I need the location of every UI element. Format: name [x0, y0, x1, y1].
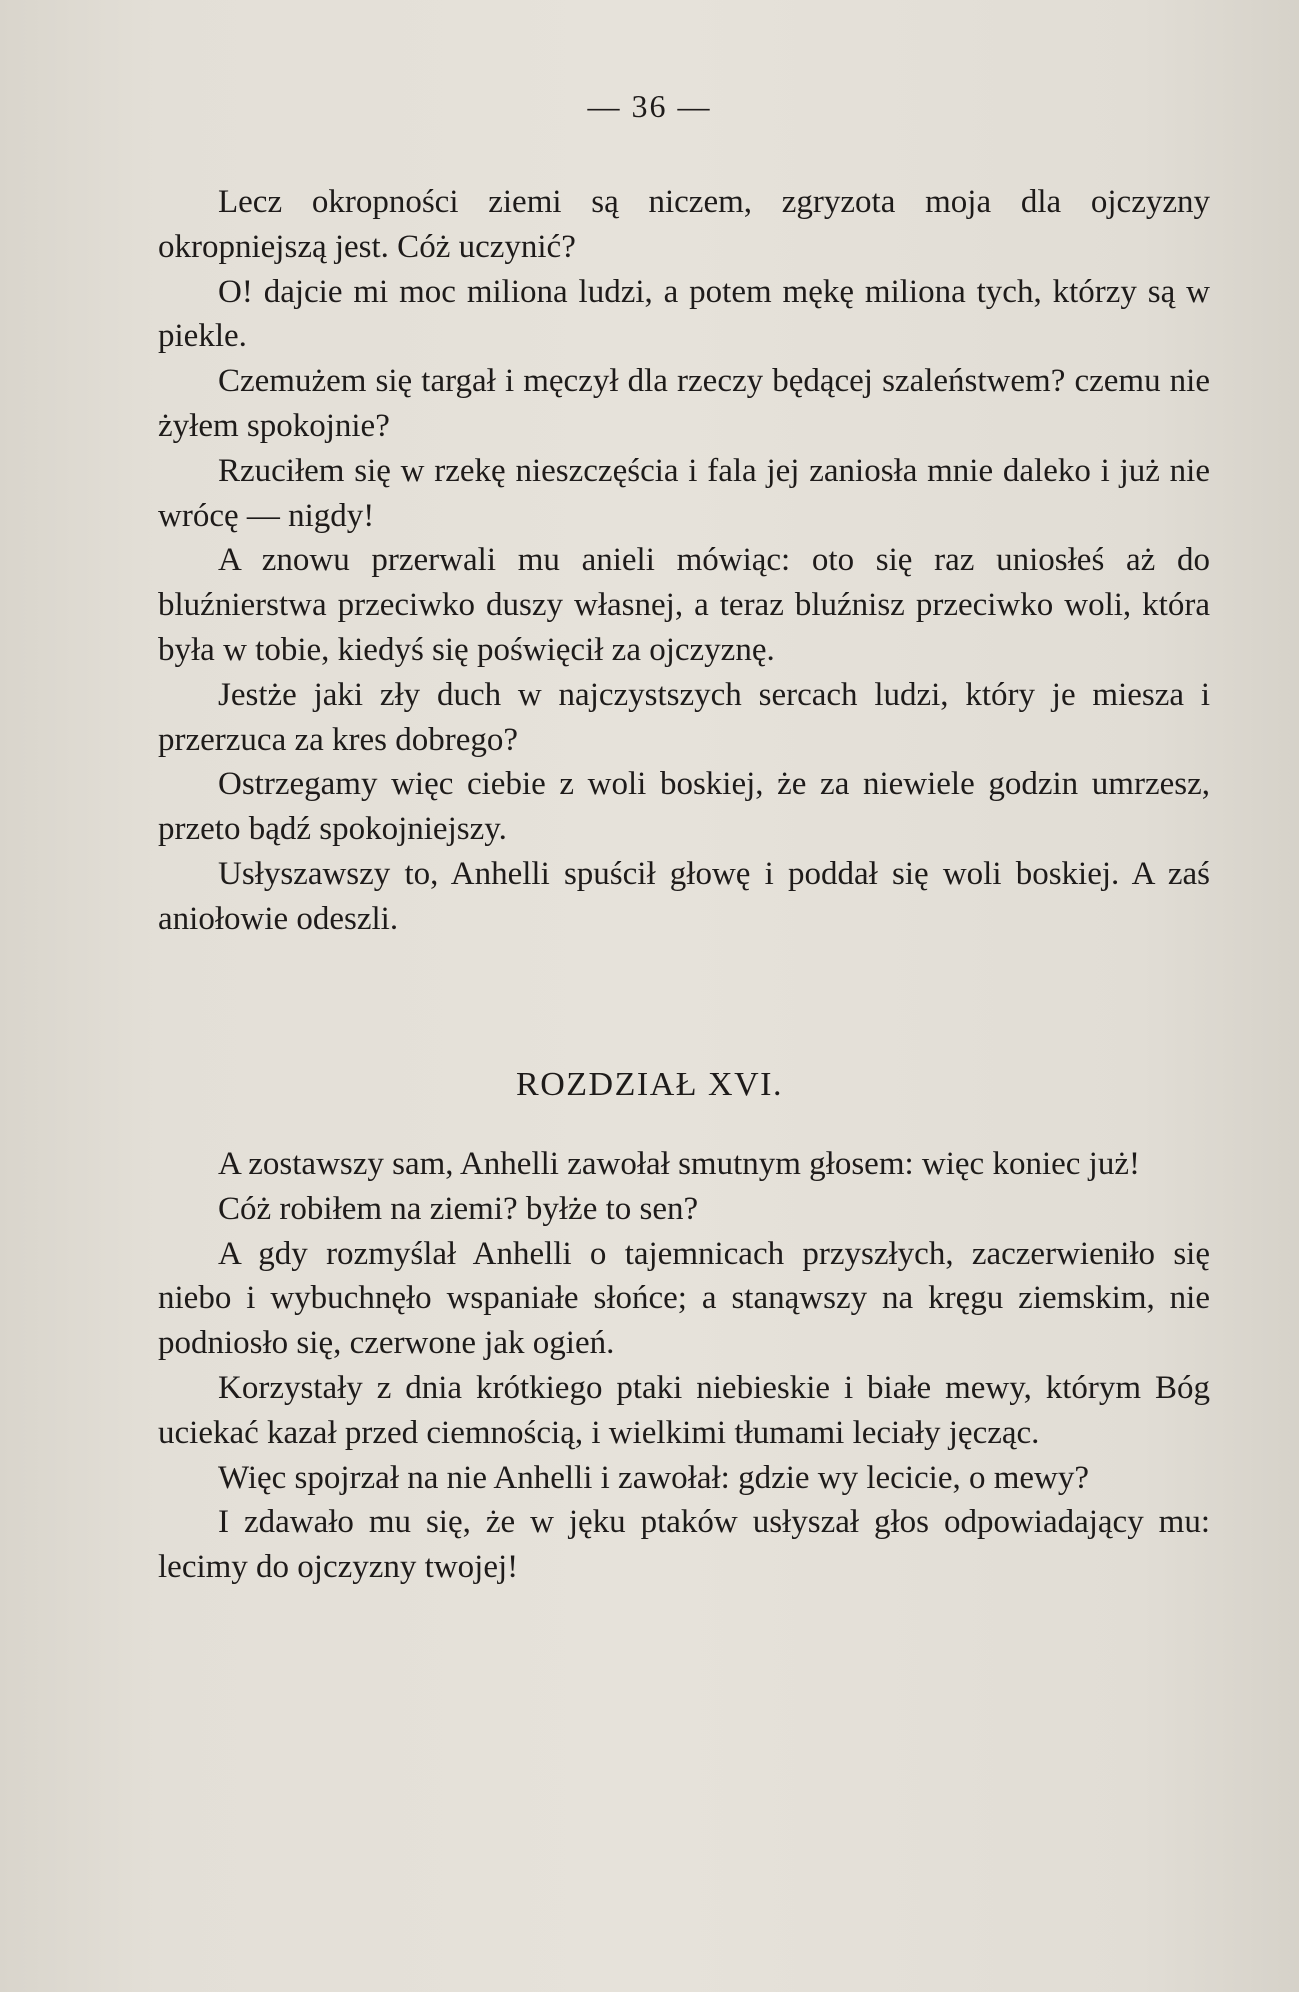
paragraph: Jestże jaki zły duch w najczystszych sercach ludzi, który je miesza i przerzuca za kres dobrego?	[158, 676, 1210, 758]
paragraph: Czemużem się targał i męczył dla rzeczy będącej szaleństwem? czemu nie żyłem spokojnie?	[158, 363, 1210, 444]
paragraph: A zostawszy sam, Anhelli zawołał smutnym głosem: więc koniec już!	[218, 1146, 1140, 1182]
paragraph: I zdawało mu się, że w jęku ptaków usłyszał głos odpowiadający mu: lecimy do ojczyzny twojej!	[158, 1504, 1210, 1586]
paragraph: A gdy rozmyślał Anhelli o tajemnicach przyszłych, zaczerwieniło się niebo i wybuchnęło wspaniałe słońce; a stanąwszy na kręgu ziemskim, nie podniosło się, czerwone jak ogień.	[158, 1235, 1210, 1362]
paragraph: A znowu przerwali mu anieli mówiąc: oto się raz uniosłeś aż do bluźnierstwa przeciwko duszy własnej, a teraz bluźnisz przeciwko woli, która była w tobie, kiedyś się poświęcił za ojczyznę.	[158, 542, 1210, 668]
text-block-chapter-xvi	[158, 1142, 1210, 1590]
paragraph: Więc spojrzał na nie Anhelli i zawołał: gdzie wy lecicie, o mewy?	[218, 1459, 1090, 1496]
paragraph: Korzystały z dnia krótkiego ptaki niebieskie i białe mewy, którym Bóg uciekać kazał przed ciemnością, i wielkimi tłumami leciały jęcząc.	[158, 1369, 1210, 1451]
paragraph: Ostrzegamy więc ciebie z woli boskiej, że za niewiele godzin umrzesz, przeto bądź spokojniejszy.	[158, 766, 1210, 848]
chapter-heading: ROZDZIAŁ XVI.	[516, 1066, 783, 1103]
paragraph: Lecz okropności ziemi są niczem, zgryzota moja dla ojczyzny okropniejszą jest. Cóż uczynić?	[158, 184, 1210, 265]
paragraph: Rzuciłem się w rzekę nieszczęścia i fala jej zaniosła mnie daleko i już nie wrócę — nigdy!	[158, 452, 1210, 534]
paragraph: Usłyszawszy to, Anhelli spuścił głowę i poddał się woli boskiej. A zaś aniołowie odeszli.	[158, 855, 1210, 937]
text-block-before-chapter	[158, 180, 1210, 942]
paragraph: Cóż robiłem na ziemi? byłże to sen?	[218, 1190, 699, 1227]
page-number: — 36 —	[587, 88, 712, 124]
paragraph: O! dajcie mi moc miliona ludzi, a potem mękę miliona tych, którzy są w piekle.	[158, 273, 1210, 355]
